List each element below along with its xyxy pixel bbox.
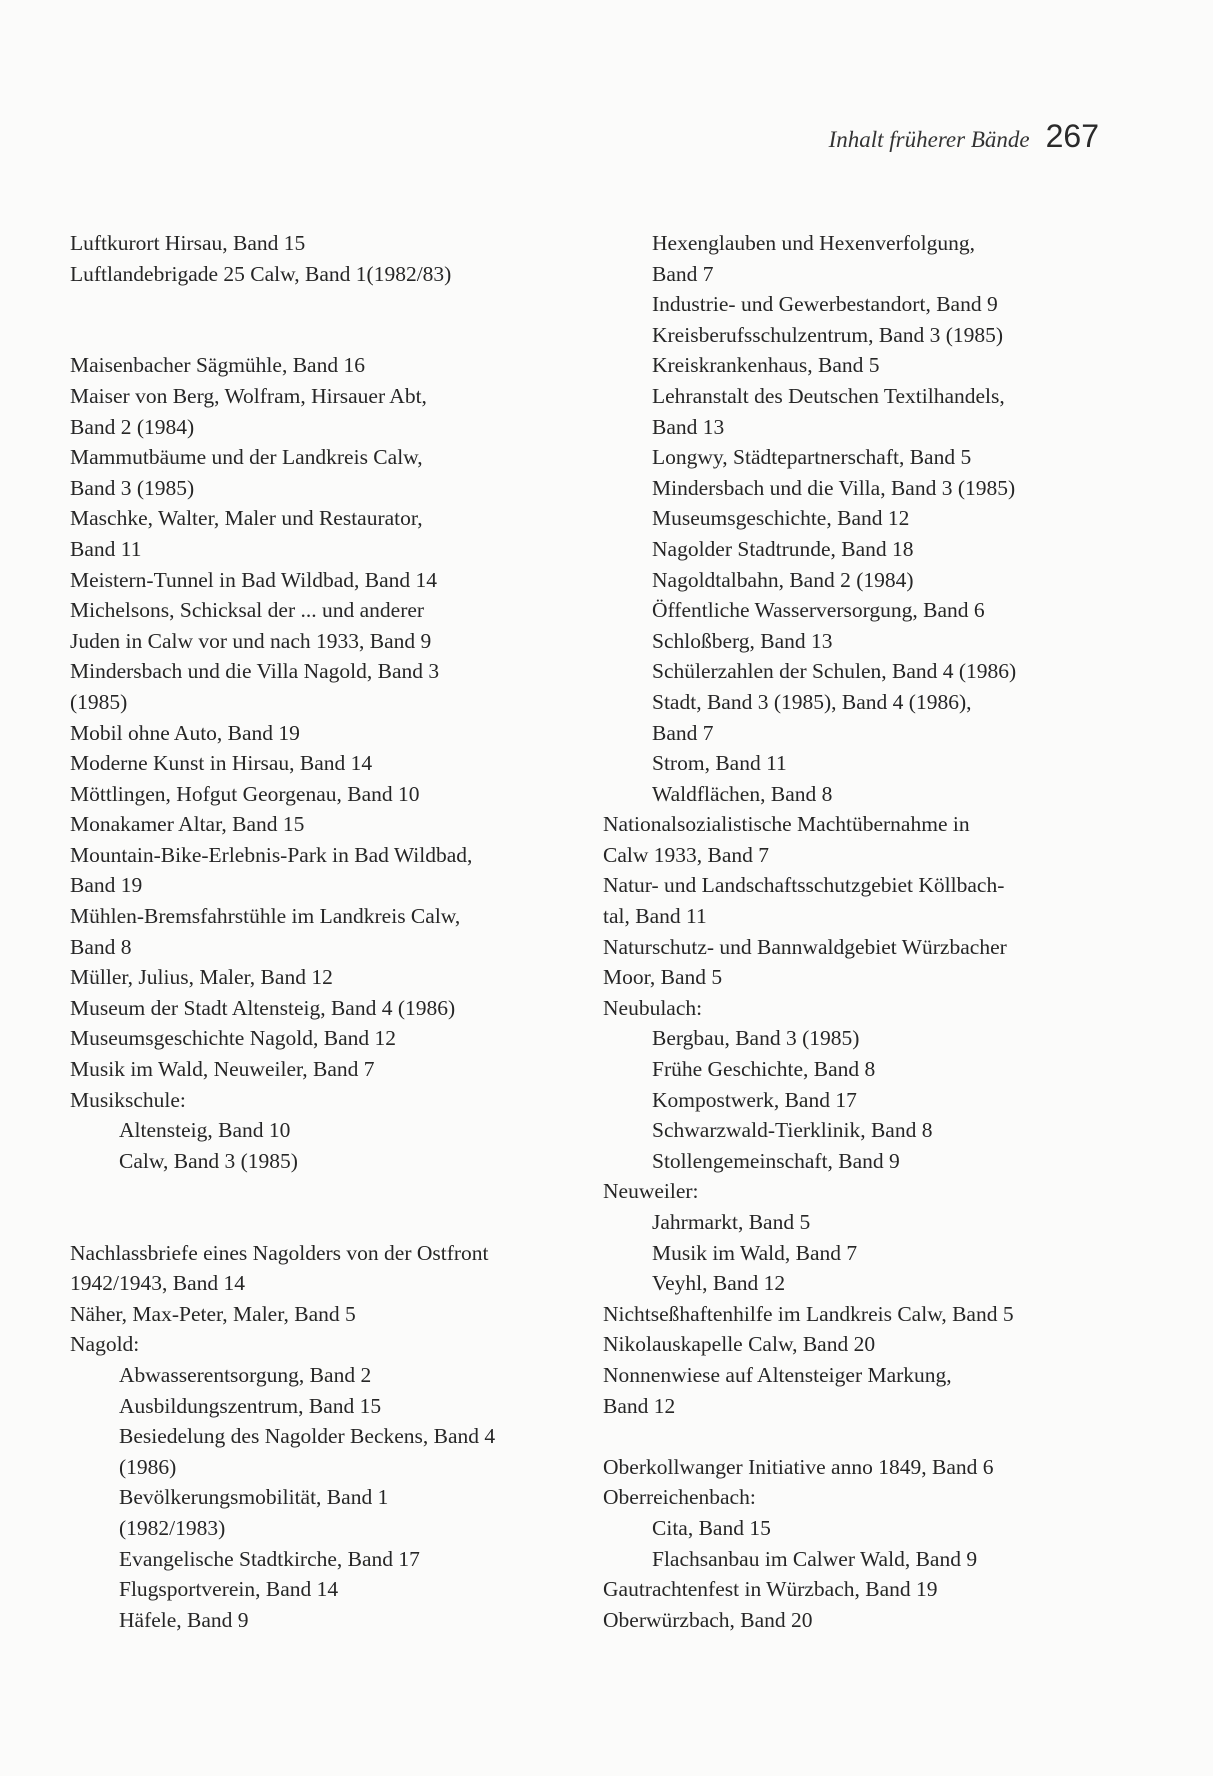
index-subentry: Altensteig, Band 10 [119,1118,291,1143]
index-subentry: Nagoldtalbahn, Band 2 (1984) [652,567,914,592]
index-subentry: (1982/1983) [119,1515,226,1540]
index-entry: Gautrachtenfest in Würzbach, Band 19 [603,1577,938,1602]
index-entry: Müller, Julius, Maler, Band 12 [70,965,333,990]
index-subentry: Strom, Band 11 [652,751,787,776]
index-subentry: Abwasserentsorgung, Band 2 [119,1362,372,1387]
index-entry: Luftkurort Hirsau, Band 15 [70,231,306,255]
index-entry: Band 11 [70,536,142,561]
index-entry: (1985) [70,689,128,714]
index-entry: Maschke, Walter, Maler und Restaurator, [70,506,423,531]
page-number: 267 [1045,118,1099,154]
blank-line [70,1207,590,1238]
index-entry: Musikschule: [70,1087,186,1112]
index-entry: Neubulach: [603,995,703,1020]
index-entry: Museum der Stadt Altensteig, Band 4 (1986) [70,995,456,1020]
blank-line [70,1176,590,1207]
index-subentry: Kreiskrankenhaus, Band 5 [652,353,880,378]
right-column [603,228,1113,1635]
index-subentry: Kompostwerk, Band 17 [652,1087,857,1112]
index-subentry: Band 7 [652,720,714,745]
index-subentry: Flugsportverein, Band 14 [119,1577,339,1602]
index-subentry: Industrie- und Gewerbestandort, Band 9 [652,292,998,317]
index-subentry: Schülerzahlen der Schulen, Band 4 (1986) [652,659,1017,684]
index-subentry: Flachsanbau im Calwer Wald, Band 9 [652,1546,978,1571]
index-entry: Band 8 [70,934,132,959]
index-entry: Nikolauskapelle Calw, Band 20 [603,1332,876,1357]
index-entry: Natur- und Landschaftsschutzgebiet Köllbach- [603,873,1005,898]
index-entry: Juden in Calw vor und nach 1933, Band 9 [70,628,432,653]
index-subentry: Besiedelung des Nagolder Beckens, Band 4 [119,1424,496,1449]
index-entry: Nachlassbriefe eines Nagolders von der Ostfront [70,1240,489,1265]
index-entry: Mobil ohne Auto, Band 19 [70,720,300,745]
index-entry: Band 19 [70,873,143,898]
index-entry: Meistern-Tunnel in Bad Wildbad, Band 14 [70,567,438,592]
page-header [829,118,1099,155]
index-subentry: Mindersbach und die Villa, Band 3 (1985) [652,475,1016,500]
index-subentry: Häfele, Band 9 [119,1607,249,1632]
blank-line [70,289,590,320]
index-subentry: Waldflächen, Band 8 [652,781,833,806]
index-subentry: Bergbau, Band 3 (1985) [652,1026,860,1051]
index-entry: Oberkollwanger Initiative anno 1849, Band 6 [603,1454,994,1479]
index-subentry: Musik im Wald, Band 7 [652,1240,858,1265]
index-subentry: Band 13 [652,414,725,439]
index-subentry: Schloßberg, Band 13 [652,628,833,653]
running-title: Inhalt früherer Bände [828,127,1030,152]
index-subentry: Longwy, Städtepartnerschaft, Band 5 [652,445,972,470]
index-subentry: (1986) [119,1454,177,1479]
index-entry: tal, Band 11 [603,904,707,929]
index-subentry: Bevölkerungsmobilität, Band 1 [119,1485,389,1510]
index-entry: Naturschutz- und Bannwaldgebiet Würzbacher [603,934,1007,959]
index-entry: 1942/1943, Band 14 [70,1271,245,1296]
index-entry: Band 2 (1984) [70,414,195,439]
index-entry: Museumsgeschichte Nagold, Band 12 [70,1026,397,1051]
index-entry: Näher, Max-Peter, Maler, Band 5 [70,1301,356,1326]
index-subentry: Hexenglauben und Hexenverfolgung, [652,231,975,255]
index-entry: Maisenbacher Sägmühle, Band 16 [70,353,365,378]
index-entry: Oberreichenbach: [603,1485,756,1510]
index-entry: Moor, Band 5 [603,965,723,990]
index-subentry: Kreisberufsschulzentrum, Band 3 (1985) [652,322,1004,347]
index-subentry: Lehranstalt des Deutschen Textilhandels, [652,383,1005,408]
index-entry: Calw 1933, Band 7 [603,842,770,867]
index-subentry: Frühe Geschichte, Band 8 [652,1057,876,1082]
index-entry: Mountain-Bike-Erlebnis-Park in Bad Wildbad, [70,842,473,867]
index-entry: Luftlandebrigade 25 Calw, Band 1(1982/83) [70,261,452,286]
index-entry: Nichtseßhaftenhilfe im Landkreis Calw, Band 5 [603,1301,1014,1326]
index-subentry: Band 7 [652,261,714,286]
index-subentry: Nagolder Stadtrunde, Band 18 [652,536,914,561]
index-entry: Oberwürzbach, Band 20 [603,1607,813,1632]
index-entry: Monakamer Altar, Band 15 [70,812,305,837]
left-column [70,228,590,1635]
index-entry: Nagold: [70,1332,140,1357]
index-subentry: Jahrmarkt, Band 5 [652,1210,811,1234]
index-entry: Mammutbäume und der Landkreis Calw, [70,445,423,470]
index-entry: Musik im Wald, Neuweiler, Band 7 [70,1057,375,1082]
index-subentry: Museumsgeschichte, Band 12 [652,506,910,531]
index-entry: Band 3 (1985) [70,475,195,500]
index-entry: Band 12 [603,1393,676,1418]
index-subentry: Stollengemeinschaft, Band 9 [652,1148,900,1173]
index-entry: Mindersbach und die Villa Nagold, Band 3 [70,659,440,684]
index-entry: Nonnenwiese auf Altensteiger Markung, [603,1362,952,1387]
index-subentry: Calw, Band 3 (1985) [119,1148,298,1173]
index-subentry: Schwarzwald-Tierklinik, Band 8 [652,1118,933,1143]
index-entry: Neuweiler: [603,1179,699,1204]
index-subentry: Ausbildungszentrum, Band 15 [119,1393,382,1418]
index-entry: Nationalsozialistische Machtübernahme in [603,812,970,837]
index-entry: Michelsons, Schicksal der ... und anderer [70,598,425,623]
index-subentry: Cita, Band 15 [652,1515,771,1540]
index-entry: Möttlingen, Hofgut Georgenau, Band 10 [70,781,420,806]
index-subentry: Stadt, Band 3 (1985), Band 4 (1986), [652,689,972,714]
index-entry: Maiser von Berg, Wolfram, Hirsauer Abt, [70,383,427,408]
blank-line [603,1421,1113,1452]
index-entry: Moderne Kunst in Hirsau, Band 14 [70,751,373,776]
index-subentry: Evangelische Stadtkirche, Band 17 [119,1546,420,1571]
index-subentry: Veyhl, Band 12 [652,1271,786,1296]
index-subentry: Öffentliche Wasserversorgung, Band 6 [652,598,985,623]
index-entry: Mühlen-Bremsfahrstühle im Landkreis Calw, [70,904,461,929]
blank-line [70,320,590,351]
